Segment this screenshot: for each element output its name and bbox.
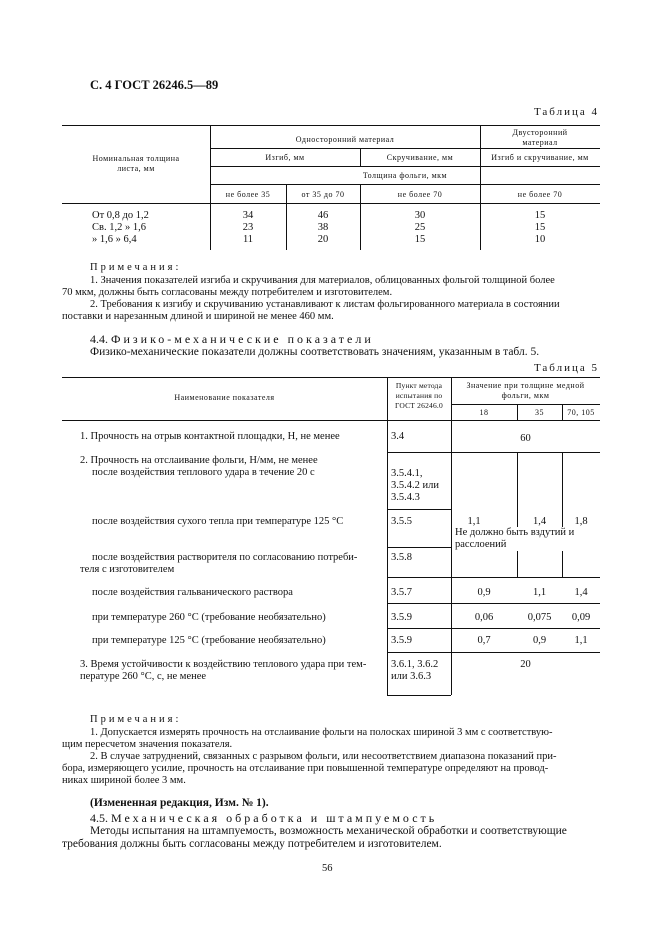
table4-row-label: » 1,6 » 6,4: [92, 234, 137, 245]
table4-subcol: от 35 до 70: [301, 190, 345, 199]
table4-foil-thickness: Толщина фольги, мкм: [362, 171, 448, 180]
table5-value: 0,9: [477, 587, 491, 598]
table5-subcol: 35: [535, 408, 544, 417]
table4-cell: 11: [242, 234, 254, 245]
table5-method: 3.5.5: [391, 516, 412, 527]
section-4-5-heading: 4.5. Механическая обработка и штампуемость: [90, 811, 438, 825]
table5-value: 0,9: [532, 635, 547, 646]
table4-cell: 34: [242, 210, 254, 221]
table5-value: 1,4: [574, 587, 588, 598]
table4-cell: 20: [317, 234, 329, 245]
notes2-line: 1. Допускается измерять прочность на отслаивание фольги на полосках шириной 3 мм с соответствую-: [90, 727, 553, 738]
notes2-line: 2. В случае затруднений, связанных с разрывом фольги, или несоответствием диапазона показаний при-: [90, 751, 557, 762]
table4-subcol: не более 70: [397, 190, 443, 199]
table5-method: 3.5.8: [391, 552, 412, 563]
table5-method: 3.5.7: [391, 587, 412, 598]
notes2-line: никах шириной более 3 мм.: [62, 775, 186, 786]
table5-value: 1,8: [574, 516, 588, 527]
table5-value: 20: [520, 659, 531, 670]
table5-row-label: теля с изготовителем: [80, 564, 175, 575]
table5-value: 0,06: [474, 612, 494, 623]
table5-method: 3.6.1, 3.6.2 или 3.6.3: [391, 659, 439, 682]
table4-cell: 30: [414, 210, 426, 221]
table5-row-label: после воздействия сухого тепла при температуре 125 °С: [92, 516, 344, 527]
section-4-4-text: Физико-механические показатели должны соответствовать значениям, указанным в табл. 5.: [90, 346, 540, 358]
table4-cell: 15: [534, 222, 546, 233]
table4-two-sided: Двусторонний материал: [512, 128, 568, 147]
notes2-line: щим пересчетом значения показателя.: [62, 739, 233, 750]
table5-value: 0,7: [477, 635, 491, 646]
notes1-title: Примечания:: [90, 262, 182, 273]
table4-subcol: не более 70: [517, 190, 563, 199]
table5-value: 1,1: [467, 516, 481, 527]
table4-caption: Таблица 4: [533, 106, 599, 118]
table5-row-label: при температуре 125 °С (требование необязательно): [92, 635, 326, 646]
table5-row-label: после воздействия теплового удара в течение 20 с: [92, 467, 315, 478]
table4-cell: 46: [317, 210, 329, 221]
table4-subcol: не более 35: [225, 190, 271, 199]
table5-value: 1,1: [574, 635, 588, 646]
table4-one-sided: Односторонний материал: [295, 135, 395, 144]
table5-method: 3.5.9: [391, 635, 412, 646]
notes1-line: 70 мкм, должны быть согласованы между потребителем и изготовителем.: [62, 287, 393, 298]
table5-row-label: после воздействия гальванического раствора: [92, 587, 293, 598]
table5-subcol: 70, 105: [567, 408, 595, 417]
section-4-5-line: требования должны быть согласованы между потребителем и изготовителем.: [62, 838, 442, 850]
table5-method: 3.5.9: [391, 612, 412, 623]
table4-cell: 10: [534, 234, 546, 245]
notes1-line: 2. Требования к изгибу и скручиванию устанавливают к листам фольгированного материала в состоянии: [90, 299, 560, 310]
notes2-line: бора, измеряющего усилие, прочность на отслаивание при повышенной температуре определяют на провод-: [62, 763, 549, 774]
table5-col-method: Пункт метода испытания по ГОСТ 26246.0: [395, 381, 443, 410]
table4-col-nominal: Номинальная толщина листа, мм: [92, 154, 180, 173]
table5-subcol: 18: [479, 408, 489, 417]
notes1-line: поставки и нарезанным длиной и шириной не менее 460 мм.: [62, 311, 334, 322]
table5-value: 0,075: [527, 612, 552, 623]
page-header: С. 4 ГОСТ 26246.5—89: [90, 78, 219, 92]
table5-value: 60: [520, 433, 531, 444]
page-number: 56: [322, 863, 333, 874]
table5-col-value: Значение при толщине медной фольги, мкм: [466, 381, 585, 400]
table5-method: 3.4: [391, 431, 405, 442]
table4-cell: 23: [242, 222, 254, 233]
table5-row-label: после воздействия растворителя по согласованию потреби-: [92, 552, 358, 563]
table5-row-label: 1. Прочность на отрыв контактной площадки, Н, не менее: [80, 431, 340, 442]
table5-caption: Таблица 5: [533, 362, 599, 374]
table4-cell: 38: [317, 222, 329, 233]
table5-value: 0,09: [571, 612, 591, 623]
table5-row-label: 3. Время устойчивости к воздействию теплового удара при тем-: [80, 659, 367, 670]
table5-method: 3.5.4.1, 3.5.4.2 или 3.5.4.3: [391, 468, 439, 503]
table5-row-label: при температуре 260 °С (требование необязательно): [92, 612, 326, 623]
amendment-note: (Измененная редакция, Изм. № 1).: [90, 797, 269, 809]
table4-row-label: Св. 1,2 » 1,6: [92, 222, 146, 233]
table4-bend-twist: Изгиб и скручивание, мм: [491, 153, 589, 162]
table4-twisting: Скручивание, мм: [386, 153, 454, 162]
section-4-5-line: Методы испытания на штампуемость, возможность механической обработки и соответствующие: [90, 825, 567, 837]
table5-row-label: пературе 260 °С, с, не менее: [80, 671, 207, 682]
section-4-4-heading: 4.4. Физико-механические показатели: [90, 332, 374, 346]
notes1-line: 1. Значения показателей изгиба и скручивания для материалов, облицованных фольгой толщиной более: [90, 275, 555, 286]
table5-note: Не должно быть вздутий и расслоений: [455, 527, 575, 550]
table5-row-label: 2. Прочность на отслаивание фольги, Н/мм, не менее: [80, 455, 318, 466]
table5-col-name: Наименование показателя: [174, 393, 275, 402]
table4-cell: 15: [534, 210, 546, 221]
table4-bending: Изгиб, мм: [265, 153, 305, 162]
table4-cell: 15: [414, 234, 426, 245]
table4-cell: 25: [414, 222, 426, 233]
table5-value: 1,4: [532, 516, 547, 527]
table4-row-label: От 0,8 до 1,2: [92, 210, 149, 221]
notes2-title: Примечания:: [90, 714, 182, 725]
table5-value: 1,1: [532, 587, 547, 598]
